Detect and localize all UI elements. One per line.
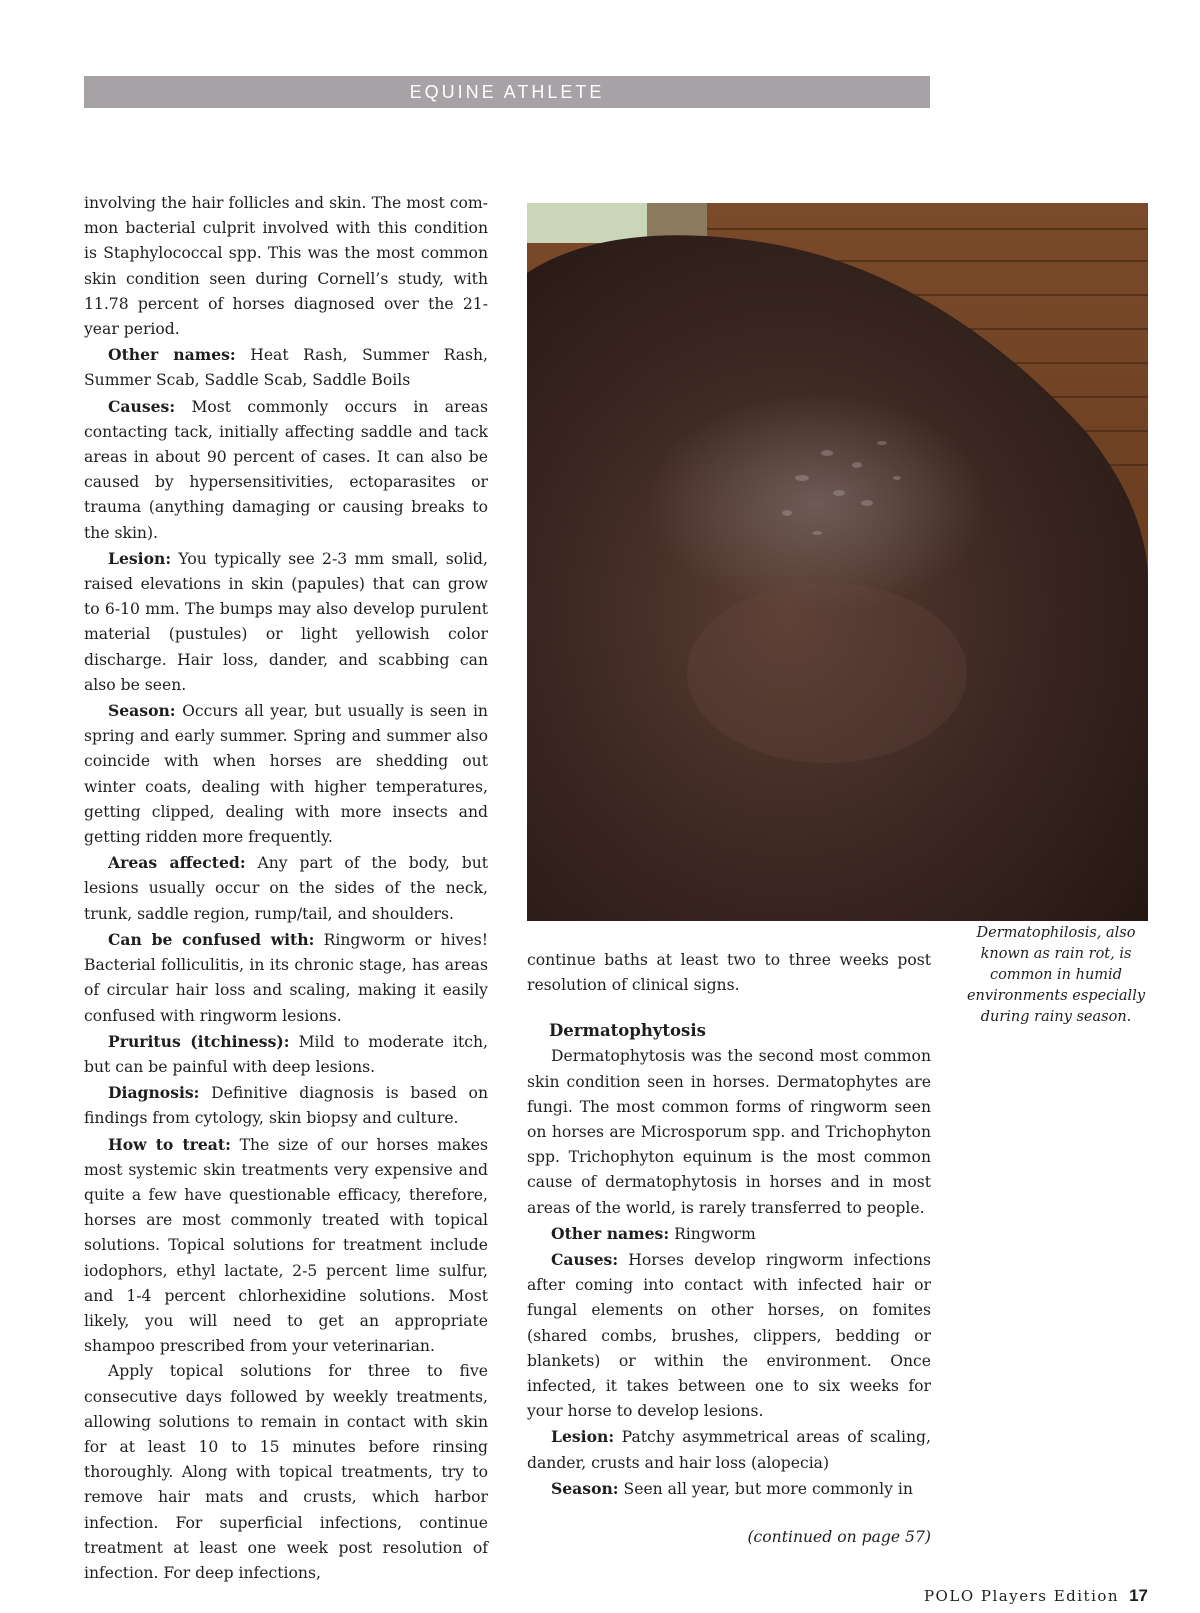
diagnosis-text: Definitive diagnosis is based on findings from cytology, skin biopsy and culture. <box>84 1084 488 1128</box>
pruritus-text: Mild to moderate itch, but can be painful with deep lesions. <box>84 1032 488 1076</box>
treat-label: How to treat: <box>108 1134 231 1154</box>
horse-skin-photo <box>527 203 1148 921</box>
treat-text: The size of our horses makes most systemic skin treatments very expensive and quite a few have questionable efficacy, therefore, horses are most commonly treated with topical solutions. Topical solutions for treatment include iodophors, ethyl lactate, 2-5 percent lime sulfur, and 1-4 percent chlorhexidine solutions. Most likely, you will need to get an appropriate shampoo prescribed from your veterinarian. <box>84 1135 488 1356</box>
left-column <box>84 191 488 1586</box>
derm-other-names-label: Other names: <box>551 1223 670 1243</box>
areas-paragraph <box>84 850 488 927</box>
intro-paragraph: involving the hair follicles and skin. The most common bacterial culprit involved with this condition is Staphylococcal spp. This was the most common skin condition seen during Cornell’s study, with 11.78 percent of horses diagnosed over the 21-year period. <box>84 194 488 339</box>
derm-causes-text: Horses develop ringworm infections after coming into contact with infected hair or fungal elements on other horses, on fomites (shared combs, brushes, clippers, bedding or blankets) or within the environment. Once infected, it takes between one to six weeks for your horse to develop lesions. <box>527 1251 931 1421</box>
season-text: Occurs all year, but usually is seen in spring and early summer. Spring and summer also coincide with when horses are shedding out winter coats, dealing with higher temperatures, getting clipped, dealing with more insects and getting ridden more frequently. <box>84 702 488 847</box>
horse-photo-illustration <box>527 203 1148 921</box>
season-label: Season: <box>108 701 176 721</box>
causes-text: Most commonly occurs in areas contacting tack, initially affecting saddle and tack areas in about 90 percent of cases. It can also be caused by hypersensitivities, ectoparasites or trauma (anything damaging or causing breaks to the skin). <box>84 397 488 542</box>
page-footer <box>880 1586 1148 1606</box>
pruritus-paragraph <box>84 1029 488 1080</box>
season-paragraph <box>84 698 488 850</box>
dermatophytosis-heading: Dermatophytosis <box>549 1021 706 1041</box>
publication-name: POLO Players Edition <box>923 1587 1120 1605</box>
derm-other-names-text: Ringworm <box>674 1224 756 1243</box>
derm-season-text: Seen all year, but more commonly in <box>623 1479 913 1498</box>
other-names-text: Heat Rash, Summer Rash, Summer Scab, Saddle Scab, Saddle Boils <box>84 346 488 390</box>
derm-season-label: Season: <box>551 1478 619 1498</box>
diagnosis-label: Diagnosis: <box>108 1083 200 1103</box>
pruritus-label: Pruritus (itchiness): <box>108 1031 290 1051</box>
confused-paragraph <box>84 927 488 1029</box>
continued-note: (continued on page 57) <box>747 1528 931 1546</box>
right-column <box>527 948 931 1502</box>
causes-paragraph <box>84 394 488 546</box>
derm-intro-paragraph: Dermatophytosis was the second most common skin condition seen in horses. Dermatophytes are fungi. The most common forms of ringworm seen on horses are Microsporum spp. and Trichophyton spp. Trichophyton equinum is the most common cause of dermatophytosis in horses and in most areas of the world, is rarely transferred to people. <box>527 1047 931 1217</box>
section-title: EQUINE ATHLETE <box>409 81 605 102</box>
apply-paragraph: Apply topical solutions for three to five consecutive days followed by weekly treatments, allowing solutions to remain in contact with skin for at least 10 to 15 minutes before rinsing thoroughly. Along with topical treatments, try to remove hair mats and crusts, which harbor infection. For superficial infections, continue treatment at least one week post resolution of infection. For deep infections, <box>84 1362 488 1582</box>
lesion-paragraph <box>84 546 488 698</box>
confused-label: Can be confused with: <box>108 929 315 949</box>
section-header-bar <box>84 76 930 108</box>
derm-lesion-text: Patchy asymmetrical areas of scaling, dander, crusts and hair loss (alopecia) <box>527 1428 931 1472</box>
lesion-text: You typically see 2-3 mm small, solid, raised elevations in skin (papules) that can grow to 6-10 mm. The bumps may also develop purulent material (pustules) or light yellowish color discharge. Hair loss, dander, and scabbing can also be seen. <box>84 549 489 694</box>
areas-text: Any part of the body, but lesions usually occur on the sides of the neck, trunk, saddle region, rump/tail, and shoulders. <box>84 854 489 923</box>
derm-causes-label: Causes: <box>551 1250 619 1270</box>
other-names-label: Other names: <box>108 345 236 365</box>
areas-label: Areas affected: <box>108 853 246 873</box>
derm-other-names-paragraph <box>527 1221 931 1247</box>
derm-season-paragraph <box>527 1476 931 1502</box>
confused-text: Ringworm or hives! Bacterial folliculitis, in its chronic stage, has areas of circular hair loss and scaling, making it easily confused with ringworm lesions. <box>84 930 488 1025</box>
diagnosis-paragraph <box>84 1080 488 1131</box>
photo-caption: Dermatophilosis, also known as rain rot, is common in humid environments especially during rainy season. <box>966 925 1146 1025</box>
lesion-label: Lesion: <box>108 548 172 568</box>
treat-paragraph <box>84 1132 488 1360</box>
causes-label: Causes: <box>108 396 176 416</box>
derm-causes-paragraph <box>527 1247 931 1424</box>
derm-lesion-paragraph <box>527 1424 931 1475</box>
page-number: 17 <box>1129 1586 1148 1605</box>
other-names-paragraph <box>84 342 488 393</box>
continue-paragraph: continue baths at least two to three weeks post resolution of clinical signs. <box>527 951 931 995</box>
derm-lesion-label: Lesion: <box>551 1427 615 1447</box>
